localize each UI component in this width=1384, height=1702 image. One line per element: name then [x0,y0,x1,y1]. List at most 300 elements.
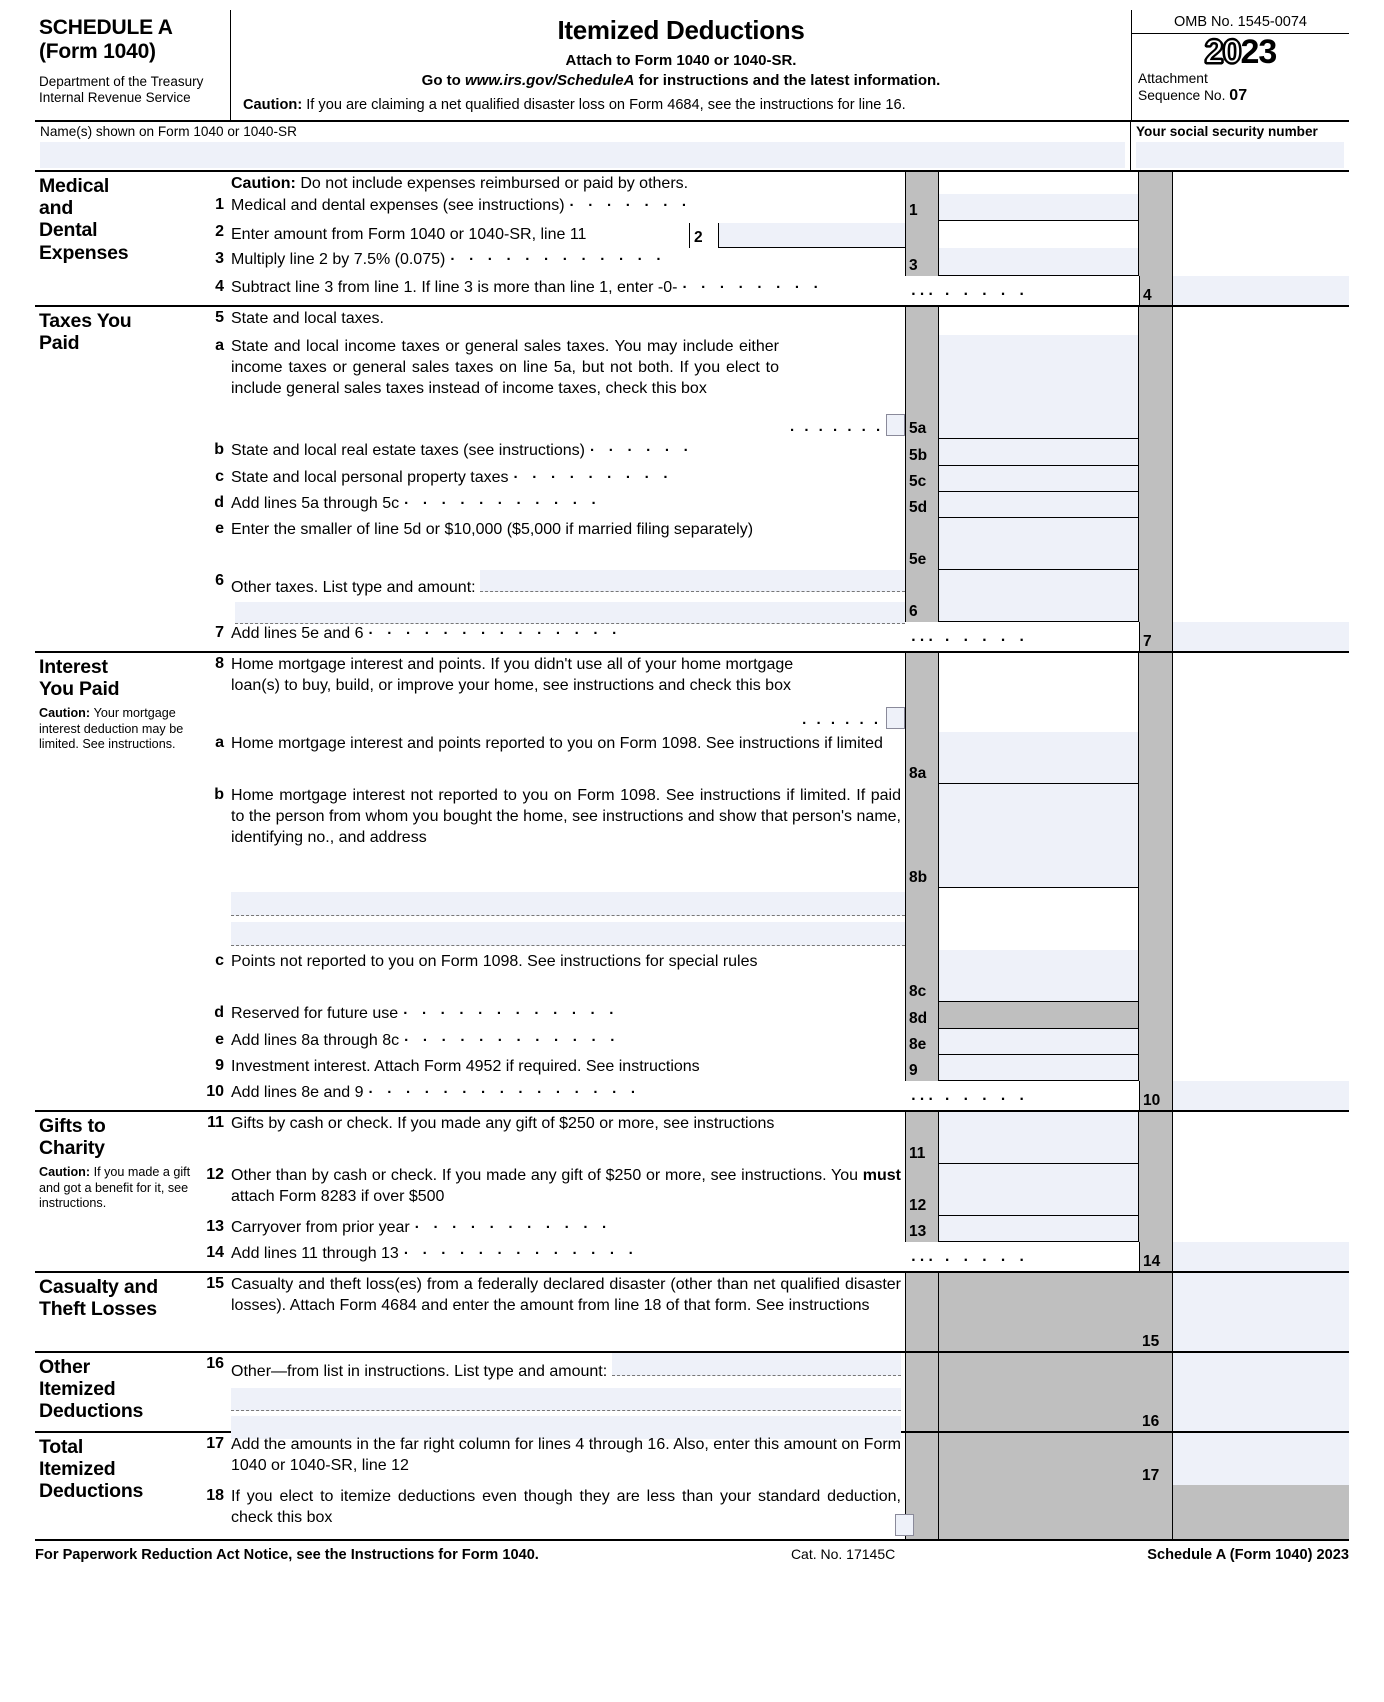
total-col-8a [1173,732,1349,784]
line-3-number: 3 [215,250,224,267]
line-16-text: Other—from list in instructions. List type and amount: [231,1363,608,1380]
line-13-dots: . . . . . . . . . . . [414,1216,612,1232]
line-3-text-wrap [197,248,905,276]
line-8-number: 8 [215,655,224,672]
input-line-6[interactable] [939,570,1139,622]
line-18-text-wrap [197,1485,905,1539]
line-1-text-wrap [197,194,905,221]
gray-col-2 [1139,221,1173,248]
line-5b-row [197,439,1349,466]
gray-col-9 [1139,1055,1173,1081]
input-line-8e[interactable] [939,1029,1139,1055]
line-4-dots-cont2: . . . . . [945,281,1029,299]
total-col-11 [1173,1112,1349,1164]
input-line-5d[interactable] [939,492,1139,518]
line-14-dots: . . . . . . . . . . . . . [403,1242,639,1258]
line-5d-text: Add lines 5a through 5c [231,495,400,512]
cat-casualty-line-0: Casualty and [39,1276,158,1298]
line-8d-text-wrap [197,1002,905,1029]
gray-col-8 [1139,653,1173,732]
line-11-text: Gifts by cash or check. If you made any gift of $250 or more, see instructions [231,1115,775,1132]
gray-col-5 [1139,307,1173,335]
total-col-5b [1173,439,1349,466]
line-5a-tail [785,335,905,439]
line-5c-dots: . . . . . . . . . [513,466,673,482]
line-6-text: Other taxes. List type and amount: [231,579,476,596]
line-9-text-wrap [197,1055,905,1081]
line-10-text-wrap [197,1081,905,1110]
tax-year-block [1132,34,1349,106]
inline-box-label-2: 2 [689,223,719,248]
goto-prefix: Go to [421,71,465,89]
input-line-16[interactable] [1173,1353,1349,1431]
cat-total-line-0: Total [39,1436,84,1458]
line-1-dots: . . . . . . . [569,194,692,210]
line-5e-text: Enter the smaller of line 5d or $10,000 ($5,000 if married filing separately) [231,521,754,538]
total-col-8d [1173,1002,1349,1029]
line-18-text: If you elect to itemize deductions even though they are less than your standard deduction, check this box [231,1488,901,1526]
input-line-15[interactable] [1173,1273,1349,1351]
line-16-row [197,1353,1349,1431]
line-10-text-cell [231,1081,905,1110]
header-center-block [231,10,1131,120]
line-12-text-bold: must [862,1167,901,1184]
cat-interest-line-1: You Paid [39,678,120,701]
section-casualty-theft-losses [35,1273,1349,1353]
line-5a-letter: a [215,337,224,354]
line-8-text: Home mortgage interest and points. If you didn't use all of your home mortgage loan(s) to buy, build, or improve your home, see instructions and check this box [231,656,794,694]
line-2-text: Enter amount from Form 1040 or 1040-SR, line 11 [231,226,587,243]
names-cell [35,122,1131,170]
spacer-num-8 [905,653,939,732]
box-label-5c: 5c [905,466,939,492]
interest-caution-text: Your mortgage interest deduction may be limited. See instructions. [39,706,184,751]
input-line-8a[interactable] [939,732,1139,784]
gray-col-8bw [1139,888,1173,950]
line-5b-text-cell [231,439,905,466]
category-taxes-you-paid [35,307,197,651]
input-line-8c[interactable] [939,950,1139,1002]
line-5b-text-wrap [197,439,905,466]
line-5e-text-wrap [197,518,905,570]
line-8b-writein-1[interactable] [231,892,905,916]
box-label-9: 9 [905,1055,939,1081]
input-line-14[interactable] [1173,1242,1349,1271]
line-15-text-wrap [197,1273,905,1351]
box-label-5a: 5a [905,335,939,439]
total-col-13 [1173,1216,1349,1242]
line-5-number: 5 [215,309,224,326]
cat-gifts-line-1: Charity [39,1137,105,1160]
gray-col-5a [1139,335,1173,439]
spacer-g [1139,172,1173,194]
input-line-8b[interactable] [939,784,1139,888]
category-gifts-to-charity [35,1112,197,1271]
cat-interest-line-0: Interest [39,656,108,678]
line-13-row [197,1216,1349,1242]
cat-medical-line-0: Medical [39,175,110,197]
medical-caution [197,172,905,194]
line-13-text: Carryover from prior year [231,1219,410,1236]
line-14-text: Add lines 11 through 13 [231,1245,399,1262]
gray-col-8d [1139,1002,1173,1029]
line-8a-letter: a [215,734,224,751]
cat-medical-line-1: and [39,197,74,220]
line-16-writein-2[interactable] [231,1388,901,1411]
tax-year-hollow: 20 [1204,33,1241,71]
total-lines [197,1433,1349,1539]
line-8a-row [197,732,1349,784]
ssn-label: Your social security number [1136,124,1318,139]
schedule-form-number: (Form 1040) [39,39,156,63]
medical-caution-label: Caution: [231,175,296,192]
line-8a-text-wrap [197,732,905,784]
line-5-text-wrap [197,307,905,335]
line-5e-row [197,518,1349,570]
box-label-8b: 8b [905,784,939,888]
line-4-dots: . . . . . . . . [682,276,823,292]
input-line-10[interactable] [1173,1081,1349,1110]
line-5d-text-cell [231,492,905,518]
cat-taxes-line-0: Taxes You [39,310,132,332]
input-line-5a[interactable] [939,335,1139,439]
medical-caution-text: Do not include expenses reimbursed or paid by others. [295,175,689,192]
box-label-5d: 5d [905,492,939,518]
line-4-dots-cont: . . . [911,281,933,299]
header-caution-text: If you are claiming a net qualified disaster loss on Form 4684, see the instructions for line 16. [302,96,906,113]
line-8-row [197,653,1349,732]
casualty-lines [197,1273,1349,1351]
spacer-num-5 [905,307,939,335]
line-2-text-cell [231,221,905,248]
cat-gifts-line-0: Gifts to [39,1115,106,1137]
line-16-text-wrap [197,1353,905,1431]
total-col-12 [1173,1164,1349,1216]
line-3-row [197,248,1349,276]
omb-number: OMB No. 1545-0074 [1132,10,1349,34]
line-5b-letter: b [214,441,224,458]
line-3-dots: . . . . . . . . . . . . [450,248,666,264]
category-total-itemized [35,1433,197,1539]
total-col-6 [1173,570,1349,622]
line-8d-dots: . . . . . . . . . . . . [403,1002,619,1018]
taxpayer-identification-row [35,122,1349,172]
line-18-row [197,1485,1349,1539]
box-label-5e: 5e [905,518,939,570]
box-label-8c: 8c [905,950,939,1002]
line-3-text-cell [231,248,905,276]
box-label-8d: 8d [905,1002,939,1029]
cat-other-line-2: Deductions [39,1400,144,1423]
total-col-5 [1173,307,1349,335]
line-8b-text: Home mortgage interest not reported to you on Form 1098. See instructions if limited. If paid to the person from whom you bought the home, see instructions and show that person's name, identifying no., and address [231,787,901,846]
input-line-5b[interactable] [939,439,1139,466]
taxes-lines [197,307,1349,651]
interest-caution-label: Caution: [39,706,94,721]
gray-col-1 [1139,194,1173,221]
spacer-fld [939,172,1139,194]
ssn-input[interactable] [1136,142,1344,168]
cat-casualty-line-1: Theft Losses [39,1298,157,1321]
line-2-text-wrap [197,221,905,248]
line-8e-dots: . . . . . . . . . . . . [404,1029,620,1045]
line-7-number: 7 [215,624,224,641]
tax-year-solid: 23 [1240,33,1277,71]
box-label-12: 12 [905,1164,939,1216]
box-label-14: 14 [1139,1242,1173,1271]
form-header [35,10,1349,122]
box-label-2-spacer [905,221,939,248]
line-14-row [197,1242,1349,1271]
box-label-7: 7 [1139,622,1173,651]
gray-col-12 [1139,1164,1173,1216]
line-10-dots-cont2: . . . . . [945,1086,1029,1104]
line-14-number: 14 [206,1244,224,1261]
line-1-number: 1 [215,196,224,213]
box-label-4: 4 [1139,276,1173,305]
total-col-8e [1173,1029,1349,1055]
line-8c-text-wrap [197,950,905,1002]
attach-to-line: Attach to Form 1040 or 1040-SR. [565,52,797,69]
line-12-row [197,1164,1349,1216]
gray-col-5d [1139,492,1173,518]
line-7-text: Add lines 5e and 6 [231,625,364,642]
section-total-itemized-deductions [35,1433,1349,1539]
line-7-text-wrap [197,622,905,651]
section-taxes-you-paid [35,307,1349,653]
line-5-text: State and local taxes. [231,310,384,327]
category-medical-dental [35,172,197,305]
line-5b-dots: . . . . . . [589,439,694,455]
line-6-text-wrap [197,570,905,622]
line-2-number: 2 [215,223,224,240]
section-interest-you-paid [35,653,1349,1112]
line-5-row [197,307,1349,335]
line-5c-letter: c [215,468,224,485]
gray-col-5b [1139,439,1173,466]
line-5d-dots: . . . . . . . . . . . [404,492,601,508]
box-label-8e: 8e [905,1029,939,1055]
line-16-number: 16 [206,1355,224,1372]
total-col-8bw [1173,888,1349,950]
line-6-row [197,570,1349,622]
line-10-dots-cont: . . . [911,1086,933,1104]
line-5a-dots: . . . . . . . [790,419,884,434]
line-18-checkbox[interactable] [895,1514,914,1536]
box-label-5b: 5b [905,439,939,466]
category-interest-you-paid [35,653,197,1110]
cat-other-line-0: Other [39,1356,91,1378]
gifts-caution-text: If you made a gift and got a benefit for it, see instructions. [39,1165,191,1210]
line-9-number: 9 [215,1057,224,1074]
total-col-8b [1173,784,1349,888]
form-footer [35,1539,1349,1563]
spacer-fld-8bw [939,888,1139,950]
spacer-fld-5 [939,307,1139,335]
names-label: Name(s) shown on Form 1040 or 1040-SR [40,124,297,139]
line-8e-letter: e [215,1031,224,1048]
line-17-row [197,1433,1349,1485]
footer-paperwork-notice: For Paperwork Reduction Act Notice, see the Instructions for Form 1040. [35,1547,539,1563]
line-8-checkbox[interactable] [886,707,905,729]
form-main-title: Itemized Deductions [557,15,805,45]
line-9-text: Investment interest. Attach Form 4952 if required. See instructions [231,1058,700,1075]
line-12-text-cell [231,1164,905,1216]
footer-cat-no: Cat. No. 17145C [790,1546,896,1562]
attachment-number: 07 [1229,86,1248,104]
input-line-5c[interactable] [939,466,1139,492]
box-label-3: 3 [905,248,939,276]
line-7-dots-cont: . . . [911,627,933,645]
input-line-8d-reserved [939,1002,1139,1029]
gray-col-8e [1139,1029,1173,1055]
attachment-label-1: Attachment [1138,70,1208,86]
input-line-5e[interactable] [939,518,1139,570]
line-16-writein-1[interactable] [612,1353,901,1376]
section-other-itemized-deductions [35,1353,1349,1433]
line-8d-text: Reserved for future use [231,1005,399,1022]
attachment-label-2: Sequence No. [1138,87,1226,103]
spacer-tot [1173,172,1349,194]
input-line-9[interactable] [939,1055,1139,1081]
line-8e-text: Add lines 8a through 8c [231,1032,400,1049]
cat-total-line-1: Itemized [39,1458,116,1481]
line-8b-row [197,784,1349,888]
line-12-text-wrap [197,1164,905,1216]
schedule-title: SCHEDULE A [39,16,173,39]
line-8c-row [197,950,1349,1002]
total-col-3 [1173,248,1349,276]
input-line-4[interactable] [1173,276,1349,305]
line-15-number: 15 [206,1275,224,1292]
gifts-caution-note [39,1165,191,1210]
total-col-5e [1173,518,1349,570]
line-5d-text-wrap [197,492,905,518]
line-5c-row [197,466,1349,492]
goto-suffix: for instructions and the latest information. [634,71,941,89]
line-8e-text-cell [231,1029,905,1055]
line-2-row [197,221,1349,248]
tax-year [1132,35,1349,70]
line-8b-writein-row [197,888,1349,950]
gray-col-5c [1139,466,1173,492]
line-4-text-cell [231,276,905,305]
line-7-dots-cont2: . . . . . [945,627,1029,645]
total-col-5d [1173,492,1349,518]
line-5b-text: State and local real estate taxes (see instructions) [231,442,585,459]
goto-url: www.irs.gov/ScheduleA [464,71,635,89]
cat-total-line-2: Deductions [39,1480,144,1503]
line-3-text: Multiply line 2 by 7.5% (0.075) [231,251,446,268]
input-line-17[interactable] [1173,1433,1349,1485]
line-8b-writein-2[interactable] [231,922,905,946]
box-label-11: 11 [905,1112,939,1164]
line-7-text-cell [231,622,905,651]
line-14-dots-cont2: . . . . . [945,1247,1029,1265]
other-lines [197,1353,1349,1431]
line-10-number: 10 [206,1083,224,1100]
line-6-writein[interactable] [480,570,905,592]
cat-taxes-line-1: Paid [39,332,80,355]
line-5c-text-wrap [197,466,905,492]
line-6-number: 6 [215,572,224,589]
dept-line-2: Internal Revenue Service [39,89,191,105]
line-4-text: Subtract line 3 from line 1. If line 3 is more than line 1, enter -0- [231,279,678,296]
goto-line [237,71,1125,91]
header-caution-label: Caution: [243,96,303,113]
line-5a-text: State and local income taxes or general sales taxes. You may include either income taxes or general sales taxes on line 5a, but not both. If you elect to include general sales taxes instead of income taxes, check this box [231,338,779,397]
total-col-2 [1173,221,1349,248]
box-label-16: 16 [1139,1353,1173,1431]
line-11-text-wrap [197,1112,905,1164]
line-5a-text-wrap [197,335,905,439]
line-13-text-cell [231,1216,905,1242]
line-8c-letter: c [215,952,224,969]
gray-col-8a [1139,732,1173,784]
gifts-lines [197,1112,1349,1271]
gifts-caution-label: Caution: [39,1165,94,1180]
interest-lines [197,653,1349,1110]
line-12-number: 12 [206,1166,224,1183]
line-8e-row [197,1029,1349,1055]
input-line-3[interactable] [939,248,1139,276]
gray-col-13 [1139,1216,1173,1242]
input-line-11[interactable] [939,1112,1139,1164]
line-1-text-cell [231,194,905,221]
line-13-text-wrap [197,1216,905,1242]
line-8b-text-wrap [197,784,905,888]
category-other-itemized [35,1353,197,1431]
interest-caution-note [39,706,191,751]
line-11-number: 11 [207,1114,224,1131]
line-1-row [197,194,1349,221]
header-left-block [35,10,231,120]
line-12-text-post: attach Form 8283 if over $500 [231,1187,445,1205]
input-line-1[interactable] [939,194,1139,221]
spacer-num-8bw [905,888,939,950]
box-label-8a: 8a [905,732,939,784]
line-9-text-cell [231,1055,905,1081]
line-5a-row [197,335,1349,439]
line-17-text-wrap [197,1433,905,1485]
line-5d-row [197,492,1349,518]
input-line-12[interactable] [939,1164,1139,1216]
medical-caution-row [197,172,1349,194]
line-10-dots: . . . . . . . . . . . . . . . [368,1081,641,1097]
line-9-row [197,1055,1349,1081]
box-label-6: 6 [905,570,939,622]
header-right-block [1131,10,1349,120]
box-label-13: 13 [905,1216,939,1242]
names-input[interactable] [40,142,1125,168]
box-label-1: 1 [905,194,939,221]
input-line-13[interactable] [939,1216,1139,1242]
box-label-10: 10 [1139,1081,1173,1110]
line-5e-letter: e [215,520,224,537]
line-6-writein-2[interactable] [235,602,905,624]
line-7-row [197,622,1349,651]
line-12-text-pre: Other than by cash or check. If you made any gift of $250 or more, see instructions. You [231,1167,863,1184]
line-1-text: Medical and dental expenses (see instructions) [231,197,565,214]
spacer-num [905,172,939,194]
input-line-7[interactable] [1173,622,1349,651]
line-4-number: 4 [215,278,224,295]
line-13-number: 13 [206,1218,224,1235]
input-line-2[interactable] [719,223,905,248]
line-14-text-cell [231,1242,905,1271]
line-10-text: Add lines 8e and 9 [231,1084,364,1101]
line-5a-checkbox[interactable] [886,414,905,436]
